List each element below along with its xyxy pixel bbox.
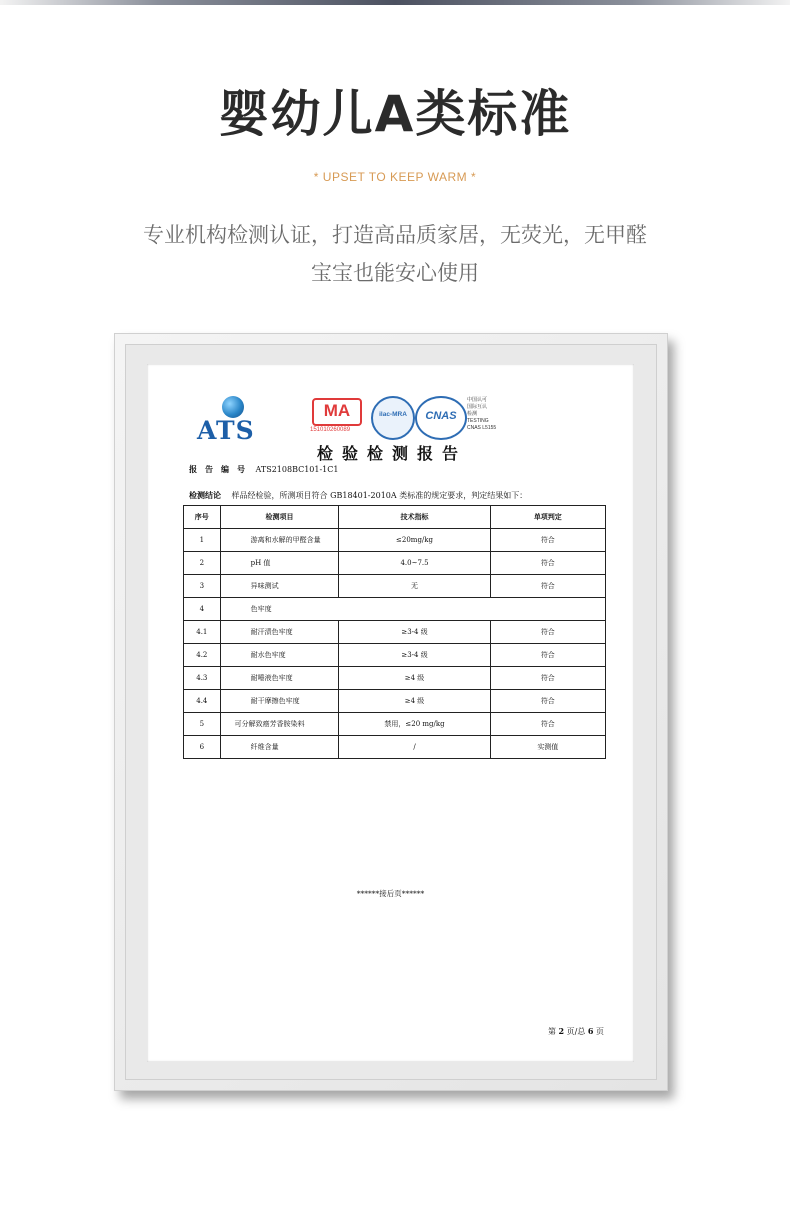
cell-item: 异味测试	[220, 575, 339, 598]
cell-result: 符合	[490, 667, 605, 690]
conclusion-text: 样品经检验，所测项目符合 GB18401-2010A 类标准的规定要求，判定结果如下：	[231, 491, 528, 500]
header-standard: 技术指标	[339, 506, 490, 529]
test-report-document	[147, 364, 634, 1062]
cell-item: 耐唾液色牢度	[220, 667, 339, 690]
cnas-side-line: 中国认可	[467, 397, 488, 403]
header-result: 单项判定	[490, 506, 605, 529]
cell-result: 符合	[490, 713, 605, 736]
header-no: 序号	[184, 506, 221, 529]
table-row	[184, 529, 606, 552]
cell-item: 耐水色牢度	[220, 644, 339, 667]
page-number	[548, 1026, 604, 1037]
cell-no: 4.1	[184, 621, 221, 644]
table-row	[184, 713, 606, 736]
cell-item: pH 值	[220, 552, 339, 575]
test-conclusion	[189, 490, 527, 501]
report-number-value: ATS2108BC101-1C1	[255, 465, 339, 474]
ats-logo-text: ATS	[197, 416, 255, 445]
cma-logo	[310, 398, 362, 436]
cell-standard: ≥4 级	[339, 667, 490, 690]
cell-result: 符合	[490, 529, 605, 552]
top-gradient-bar	[0, 0, 790, 5]
cell-standard: ≥3-4 级	[339, 644, 490, 667]
cnas-side-line: TESTING	[467, 418, 489, 424]
cnas-side-text	[467, 397, 496, 432]
table-row	[184, 598, 606, 621]
cell-no: 3	[184, 575, 221, 598]
report-title: 检验检测报告	[317, 444, 468, 463]
cell-no: 4	[184, 598, 221, 621]
globe-icon	[222, 396, 244, 418]
results-table	[183, 505, 606, 759]
page-total: 6	[587, 1026, 594, 1036]
cell-no: 1	[184, 529, 221, 552]
cnas-logo	[415, 396, 467, 440]
table-row	[184, 621, 606, 644]
cell-item: 纤维含量	[220, 736, 339, 759]
ilac-mra-logo	[371, 396, 415, 440]
cell-standard: ≥4 级	[339, 690, 490, 713]
report-number	[189, 464, 338, 475]
header-item: 检测项目	[220, 506, 339, 529]
ats-logo	[197, 396, 269, 444]
table-row	[184, 552, 606, 575]
table-row	[184, 644, 606, 667]
cell-no: 4.3	[184, 667, 221, 690]
cell-standard: 禁用，≤20 mg/kg	[339, 713, 490, 736]
cell-item: 色牢度	[220, 598, 605, 621]
table-row	[184, 690, 606, 713]
headline: 婴幼儿A类标准	[218, 85, 572, 143]
cell-result: 符合	[490, 690, 605, 713]
cell-item: 游离和水解的甲醛含量	[220, 529, 339, 552]
cell-standard: /	[339, 736, 490, 759]
page-current: 2	[558, 1026, 565, 1036]
cell-item: 可分解致癌芳香胺染料	[220, 713, 339, 736]
page-mid: 页/总	[566, 1027, 586, 1036]
cell-result: 实测值	[490, 736, 605, 759]
cell-result: 符合	[490, 552, 605, 575]
table-row	[184, 667, 606, 690]
report-number-label: 报告编号	[189, 464, 253, 474]
cma-number: 151010260089	[310, 427, 351, 433]
cell-no: 4.4	[184, 690, 221, 713]
cnas-side-line: CNAS L5155	[467, 425, 497, 431]
cell-standard: 无	[339, 575, 490, 598]
continued-marker: ******接后页******	[356, 889, 425, 898]
cell-standard: 4.0~7.5	[339, 552, 490, 575]
cell-item: 耐干摩擦色牢度	[220, 690, 339, 713]
cell-standard: ≤20mg/kg	[339, 529, 490, 552]
page-prefix: 第	[547, 1027, 556, 1036]
cell-result: 符合	[490, 644, 605, 667]
description-line-1: 专业机构检测认证，打造高品质家居，无荧光，无甲醛	[143, 223, 647, 247]
description-line-2: 宝宝也能安心使用	[311, 261, 479, 285]
cell-no: 2	[184, 552, 221, 575]
cell-result: 符合	[490, 621, 605, 644]
cnas-side-line: 国际互认	[467, 404, 488, 410]
description	[0, 216, 790, 292]
cell-standard: ≥3-4 级	[339, 621, 490, 644]
cnas-side-line: 检测	[467, 411, 478, 417]
ilac-logo-text: ilac-MRA	[379, 411, 407, 418]
conclusion-label: 检测结论	[189, 490, 221, 500]
cnas-logo-text: CNAS	[425, 410, 457, 422]
subtitle: * UPSET TO KEEP WARM *	[313, 170, 477, 184]
cell-no: 5	[184, 713, 221, 736]
page-suffix: 页	[596, 1027, 604, 1036]
cell-no: 6	[184, 736, 221, 759]
cell-result: 符合	[490, 575, 605, 598]
table-row	[184, 575, 606, 598]
cell-no: 4.2	[184, 644, 221, 667]
table-row	[184, 736, 606, 759]
table-header-row	[184, 506, 606, 529]
cell-item: 耐汗渍色牢度	[220, 621, 339, 644]
cma-logo-text: MA	[312, 398, 362, 426]
